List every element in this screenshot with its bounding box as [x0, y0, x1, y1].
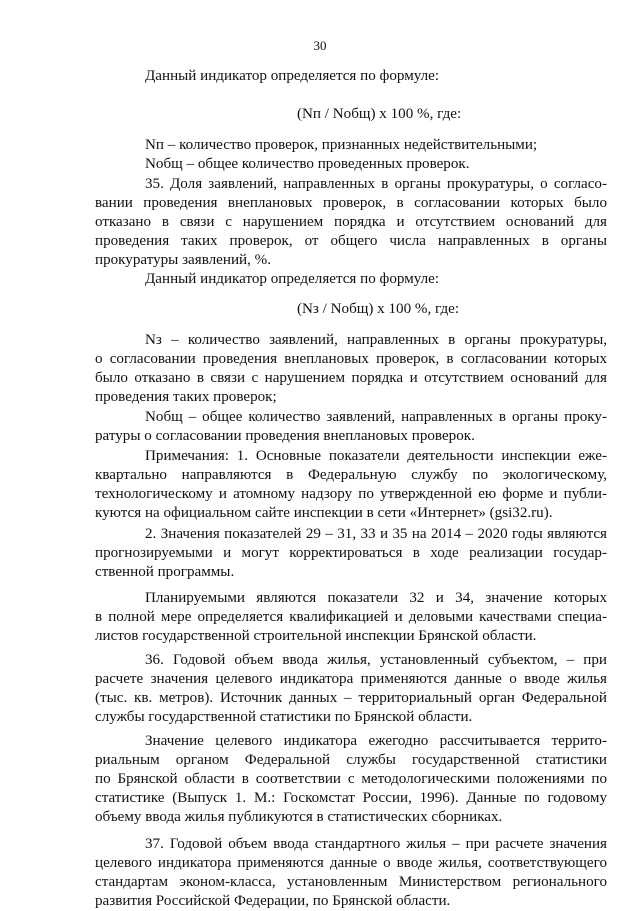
text-line: о согласовании проведения внеплановых проверок, в согласовании которых	[95, 351, 607, 367]
page-number: 30	[313, 38, 327, 53]
formula: (Nз / Nобщ) х 100 %, где:	[297, 301, 460, 317]
text-line: Значение целевого индикатора ежегодно рассчитывается террито-	[145, 733, 607, 749]
text-line: Данный индикатор определяется по формуле:	[145, 271, 440, 287]
text-line: Nп – количество проверок, признанных недействительными;	[145, 137, 538, 153]
text-line: ратуры о согласовании проведения внеплановых проверок.	[95, 428, 475, 444]
text-line: Nз – количество заявлений, направленных в органы прокуратуры,	[145, 332, 607, 348]
text-line: Nобщ – общее количество проведенных проверок.	[145, 156, 470, 172]
text-line: было отказано в связи с нарушением порядка и отсутствием оснований для	[95, 370, 607, 386]
text-line: Nобщ – общее количество заявлений, направленных в органы проку-	[145, 409, 607, 425]
text-line: 36. Годовой объем ввода жилья, установленный субъектом, – при	[145, 652, 607, 668]
text-line: ственной программы.	[95, 564, 235, 580]
text-line: листов государственной строительной инспекции Брянской области.	[95, 628, 537, 644]
text-line: Примечания: 1. Основные показатели деятельности инспекции еже-	[145, 448, 607, 464]
text-line: 37. Годовой объем ввода стандартного жилья – при расчете значения	[145, 836, 607, 852]
text-line: статистике (Выпуск 1. М.: Госкомстат России, 1996). Данные по годовому	[95, 790, 607, 806]
text-line: 35. Доля заявлений, направленных в органы прокуратуры, о согласо-	[145, 176, 607, 192]
text-line: службы государственной статистики по Брянской области.	[95, 709, 473, 725]
text-line: по Брянской области в соответствии с методологическими положениями по	[95, 771, 607, 787]
text-line: проведения таких проверок;	[95, 389, 277, 405]
text-line: отказано в связи с нарушением порядка и отсутствием оснований для	[95, 214, 607, 230]
formula: (Nп / Nобщ) х 100 %, где:	[297, 106, 462, 122]
text-line: (тыс. кв. метров). Источник данных – территориальный орган Федеральной	[95, 690, 607, 706]
text-line: целевого индикатора применяются данные о вводе жилья, соответствующего	[95, 855, 607, 871]
text-line: объему ввода жилья публикуются в статистических сборниках.	[95, 809, 503, 825]
text-line: развития Российской Федерации, по Брянской области.	[95, 893, 451, 909]
text-line: Данный индикатор определяется по формуле:	[145, 68, 440, 84]
text-line: проведения таких проверок, от общего числа направленных в органы	[95, 233, 607, 249]
text-line: в полной мере определяется квалификацией и деловыми качествами специа-	[95, 609, 607, 625]
text-line: риальным органом Федеральной службы государственной статистики	[95, 752, 607, 768]
text-line: квартально направляются в Федеральную службу по экологическому,	[95, 467, 607, 483]
text-line: технологическому и атомному надзору по утвержденной ею форме и публи-	[95, 486, 607, 502]
text-line: Планируемыми являются показатели 32 и 34, значение которых	[145, 590, 607, 606]
text-line: 2. Значения показателей 29 – 31, 33 и 35 на 2014 – 2020 годы являются	[145, 526, 607, 542]
text-line: расчете значения целевого индикатора применяются данные о вводе жилья	[95, 671, 607, 687]
text-line: куются на официальном сайте инспекции в сети «Интернет» (gsi32.ru).	[95, 505, 553, 521]
text-line: вании проведения внеплановых проверок, в согласовании которых было	[95, 195, 607, 211]
text-line: прокуратуры заявлений, %.	[95, 252, 271, 268]
text-line: прогнозируемыми и могут корректироваться в ходе реализации государ-	[95, 545, 607, 561]
text-line: стандартам эконом-класса, установленным Министерством регионального	[95, 874, 607, 890]
